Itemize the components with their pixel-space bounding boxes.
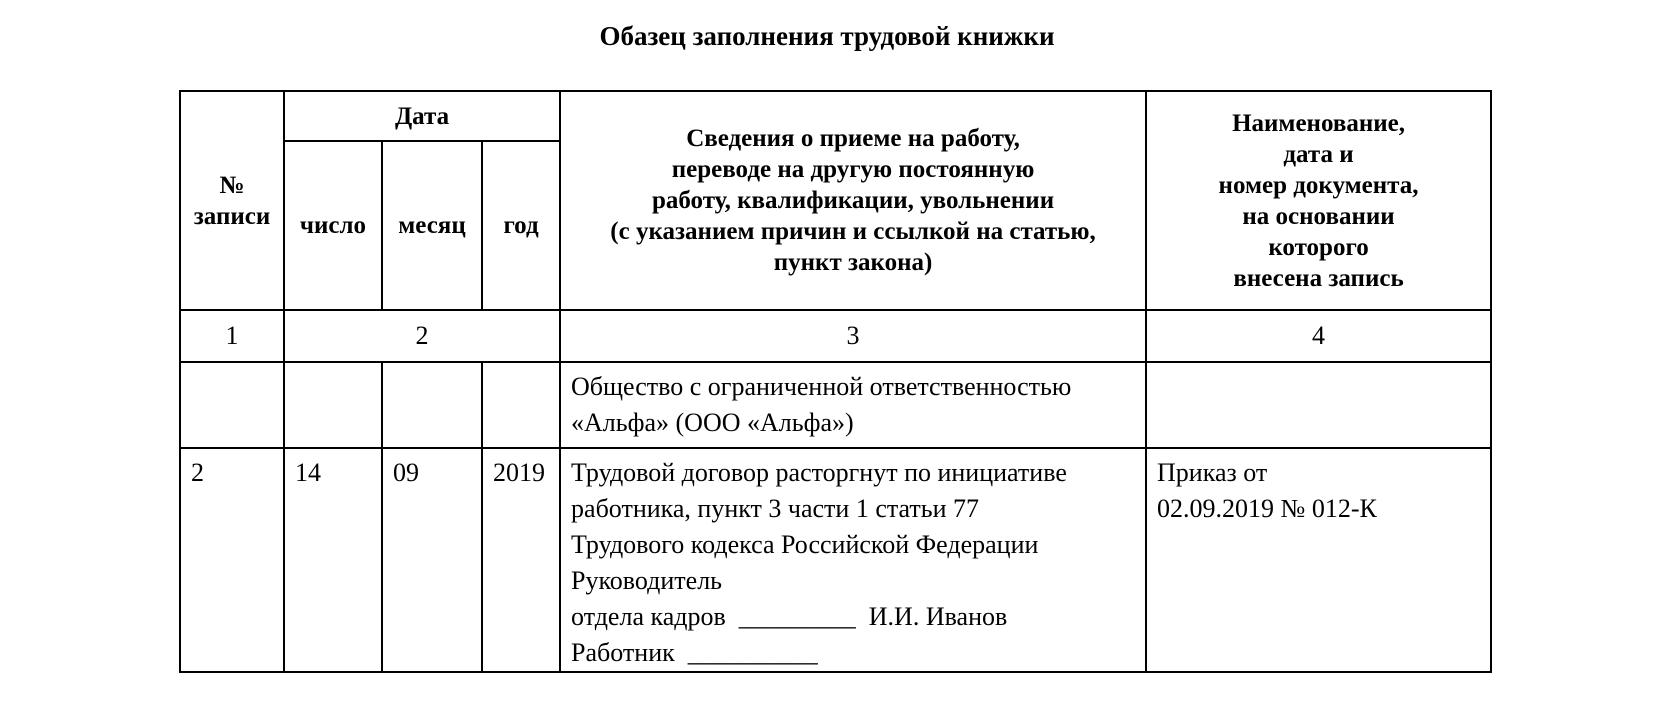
entry-text: Трудовой договор расторгнут по инициативе работника, пункт 3 части 1 статьи 77 Трудового кодекса Российской Федерации Руководитель — [571, 458, 1067, 595]
column-number-2: 2 — [284, 310, 560, 362]
employment-record-table — [179, 90, 1492, 673]
cell-document — [1146, 362, 1491, 448]
cell-day — [284, 362, 382, 448]
cell-month — [382, 362, 482, 448]
cell-year — [482, 362, 560, 448]
header-record-no: № записи — [180, 91, 284, 310]
header-year: год — [482, 141, 560, 310]
column-number-1: 1 — [180, 310, 284, 362]
header-info: Сведения о приеме на работу, переводе на другую постоянную работу, квалификации, увольнении (с указанием причин и ссылкой на статью, пункт закона) — [560, 91, 1146, 310]
document-title: Обазец заполнения трудовой книжки — [599, 21, 1055, 51]
cell-day: 14 — [284, 448, 382, 672]
employee-signature-line: Работник __________ — [571, 638, 818, 667]
hr-manager-signature-line: отдела кадров _________ И.И. Иванов — [571, 602, 1008, 631]
header-document: Наименование, дата и номер документа, на основании которого внесена запись — [1146, 91, 1491, 310]
header-date-group: Дата — [284, 91, 560, 141]
header-month: месяц — [382, 141, 482, 310]
cell-document: Приказ от 02.09.2019 № 012-К — [1146, 448, 1491, 672]
column-number-3: 3 — [560, 310, 1146, 362]
table-row — [180, 362, 1491, 448]
cell-record-no: 2 — [180, 448, 284, 672]
column-numbers-row — [180, 310, 1491, 362]
cell-info: Общество с ограниченной ответственностью «Альфа» (ООО «Альфа») — [560, 362, 1146, 448]
column-number-4: 4 — [1146, 310, 1491, 362]
cell-year: 2019 — [482, 448, 560, 672]
cell-record-no — [180, 362, 284, 448]
header-row-top — [180, 91, 1491, 141]
cell-month: 09 — [382, 448, 482, 672]
header-day: число — [284, 141, 382, 310]
table-row — [180, 448, 1491, 672]
cell-info — [560, 448, 1146, 672]
